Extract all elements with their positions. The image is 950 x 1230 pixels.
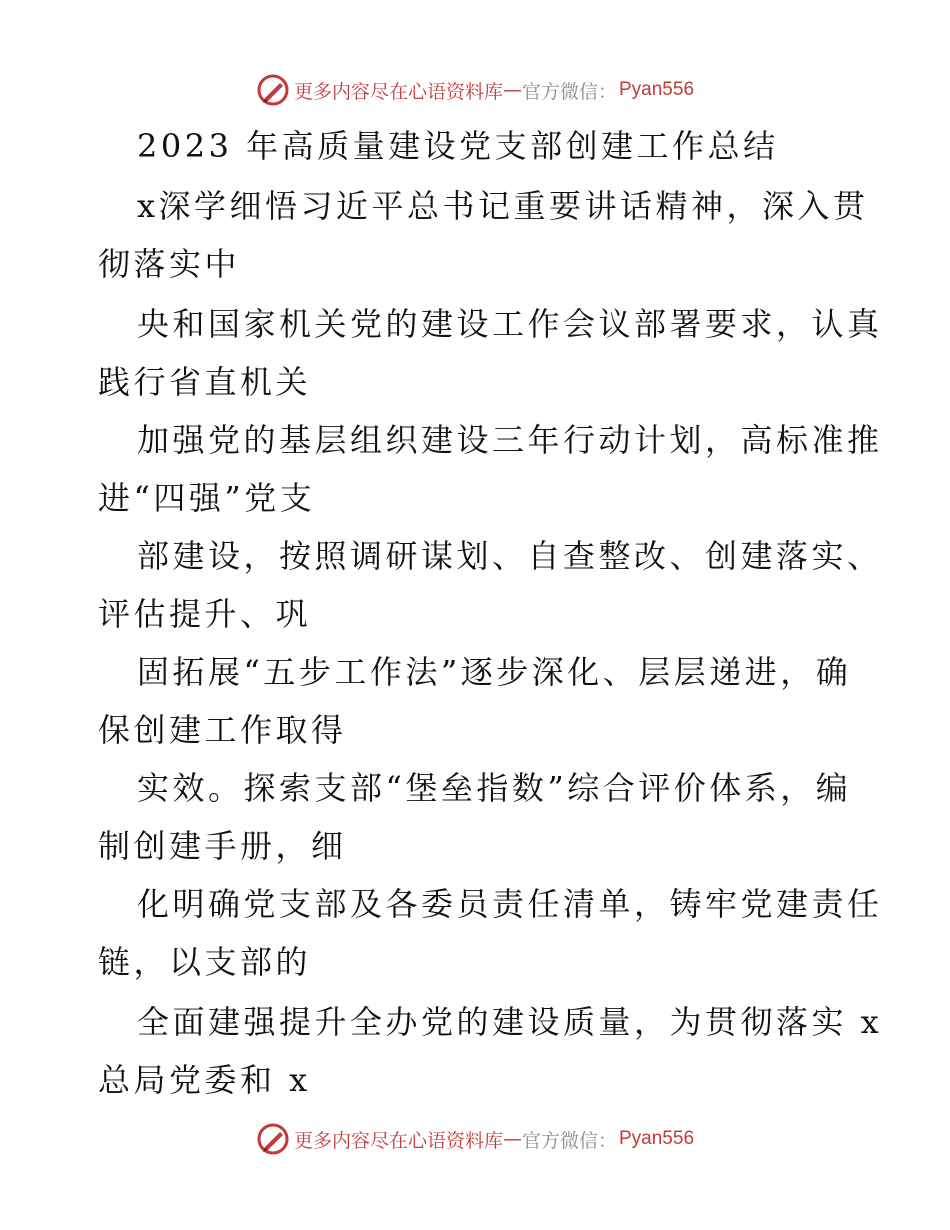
text-line: 化明确党支部及各委员责任清单，铸牢党建责任 (137, 885, 883, 923)
text-line: 央和国家机关党的建设工作会议部署要求，认真 (137, 305, 883, 343)
watermark-separator: — (502, 1128, 522, 1150)
pen-logo-icon (256, 1122, 290, 1156)
text-line: 保创建工作取得 (98, 711, 347, 749)
watermark-site-text: 更多内容尽在心语资料库 (293, 1129, 503, 1152)
document-title: 2023 年高质量建设党支部创建工作总结 (137, 127, 779, 165)
text-line: 全面建强提升全办党的建设质量，为贯彻落实 x (137, 1003, 883, 1041)
watermark-wechat-id: Pyan556 (619, 1128, 695, 1149)
watermark-separator: — (502, 79, 522, 101)
text-line: 进“四强”党支 (98, 479, 316, 517)
text-line: 实效。探索支部“堡垒指数”综合评价体系，编 (137, 769, 852, 807)
text-line: 评估提升、巩 (98, 595, 312, 633)
text-line: 彻落实中 (98, 245, 241, 283)
text-line: 链，以支部的 (98, 943, 312, 981)
text-line: 制创建手册，细 (98, 827, 347, 865)
watermark-wechat-label: 官方微信： (521, 1129, 617, 1152)
text-line: 践行省直机关 (98, 363, 312, 401)
watermark-wechat-label: 官方微信： (521, 80, 617, 103)
watermark-wechat-id: Pyan556 (619, 79, 695, 100)
watermark-banner-bottom (0, 1119, 950, 1159)
text-line: 部建设，按照调研谋划、自查整改、创建落实、 (137, 537, 883, 575)
text-line: x深学细悟习近平总书记重要讲话精神，深入贯 (137, 187, 869, 225)
text-line: 总局党委和 x (98, 1061, 311, 1099)
text-line: 加强党的基层组织建设三年行动计划，高标准推 (137, 421, 883, 459)
watermark-site-text: 更多内容尽在心语资料库 (293, 80, 503, 103)
text-line: 固拓展“五步工作法”逐步深化、层层递进，确 (137, 653, 852, 691)
